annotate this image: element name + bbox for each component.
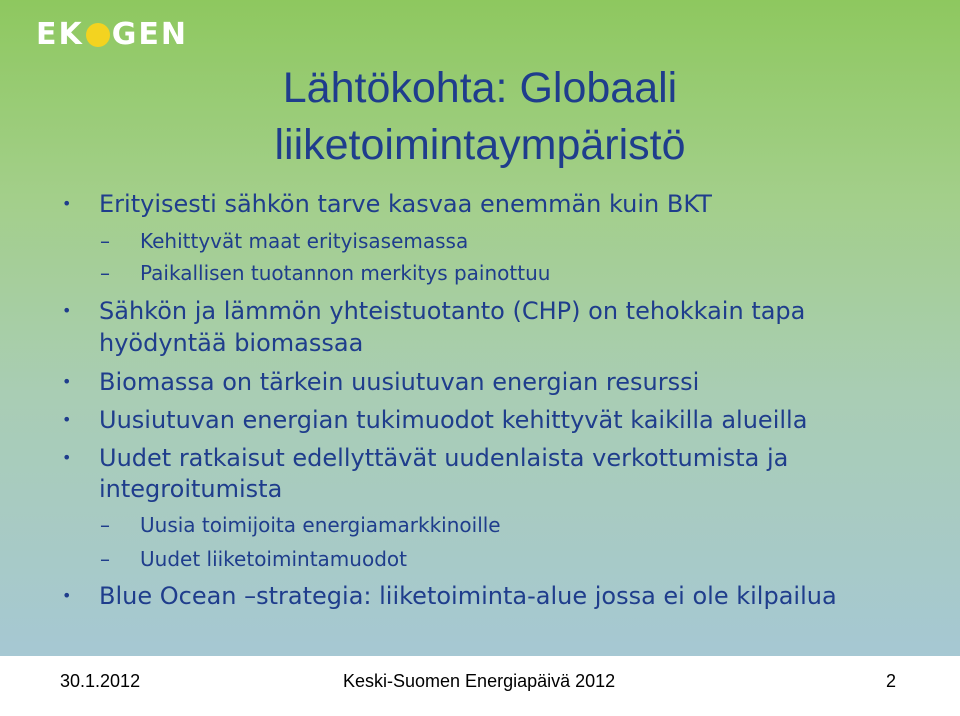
dash-icon: – bbox=[100, 513, 110, 537]
bullet-dot-icon: • bbox=[62, 586, 72, 605]
dash-icon: – bbox=[100, 261, 110, 285]
bullet-dot-icon: • bbox=[62, 194, 72, 213]
footer-date: 30.1.2012 bbox=[60, 671, 141, 691]
bullet-text: hyödyntää biomassaa bbox=[99, 329, 364, 357]
sub-bullet-text: Kehittyvät maat erityisasemassa bbox=[140, 229, 469, 253]
bullet-text: Blue Ocean –strategia: liiketoiminta-alue jossa ei ole kilpailua bbox=[99, 582, 837, 610]
logo-text-start: EK bbox=[36, 17, 84, 52]
sub-bullet-text: Paikallisen tuotannon merkitys painottuu bbox=[140, 261, 551, 285]
logo-text-end: GEN bbox=[111, 17, 188, 52]
title-line-2: liiketoimintaympäristö bbox=[274, 121, 686, 169]
slide-footer bbox=[0, 656, 960, 716]
ekogen-logo bbox=[36, 17, 188, 52]
bullet-text: Biomassa on tärkein uusiutuvan energian resurssi bbox=[99, 368, 700, 396]
bullet-dot-icon: • bbox=[62, 301, 72, 320]
page-number: 2 bbox=[886, 671, 897, 691]
title-line-1: Lähtökohta: Globaali bbox=[282, 64, 678, 112]
bullet-text: Uusiutuvan energian tukimuodot kehittyvät kaikilla alueilla bbox=[99, 406, 808, 434]
sub-bullet-text: Uusia toimijoita energiamarkkinoille bbox=[140, 513, 501, 537]
slide-title bbox=[200, 60, 760, 174]
bullet-dot-icon: • bbox=[62, 410, 72, 429]
dash-icon: – bbox=[100, 229, 110, 253]
dash-icon: – bbox=[100, 547, 110, 571]
bullet-dot-icon: • bbox=[62, 372, 72, 391]
bullet-text: integroitumista bbox=[99, 475, 283, 503]
bullet-dot-icon: • bbox=[62, 448, 72, 467]
sub-bullet-text: Uudet liiketoimintamuodot bbox=[140, 547, 407, 571]
bullet-text: Uudet ratkaisut edellyttävät uudenlaista verkottumista ja bbox=[99, 444, 789, 472]
logo-dot-icon bbox=[86, 23, 110, 47]
footer-event-name: Keski-Suomen Energiapäivä 2012 bbox=[343, 671, 616, 691]
bullet-text: Erityisesti sähkön tarve kasvaa enemmän kuin BKT bbox=[99, 190, 712, 218]
bullet-text: Sähkön ja lämmön yhteistuotanto (CHP) on tehokkain tapa bbox=[99, 297, 806, 325]
